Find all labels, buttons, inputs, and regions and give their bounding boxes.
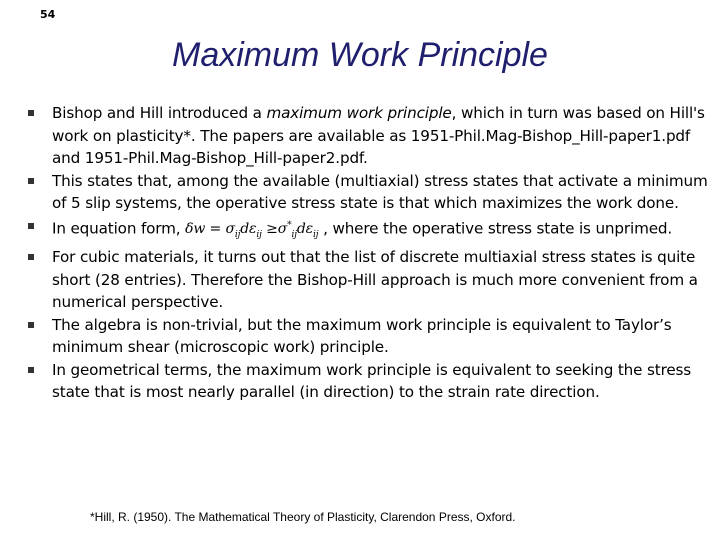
bullet-item <box>28 246 708 314</box>
square-bullet-icon <box>28 110 34 116</box>
square-bullet-icon <box>28 178 34 184</box>
bullet-text: In equation form, <box>52 219 186 238</box>
bullet-list <box>28 102 708 404</box>
bullet-item <box>28 314 708 359</box>
bullet-text: Bishop and Hill introduced a <box>52 104 267 122</box>
square-bullet-icon <box>28 254 34 260</box>
bullet-emphasis: maximum work principle <box>266 104 452 122</box>
footnote: *Hill, R. (1950). The Mathematical Theory of Plasticity, Clarendon Press, Oxford. <box>90 510 516 524</box>
bullet-text: This states that, among the available (multiaxial) stress states that activate a minimum of 5 slip systems, the operative stress state is that which maximizes the work done. <box>52 171 708 212</box>
bullet-text: The algebra is non-trivial, but the maximum work principle is equivalent to Taylor’s minimum shear (microscopic work) principle. <box>52 315 672 357</box>
bullet-item <box>28 102 708 170</box>
bullet-text: In geometrical terms, the maximum work principle is equivalent to seeking the stress state that is most nearly parallel (in direction) to the strain rate direction. <box>52 360 692 402</box>
bullet-item <box>28 215 708 247</box>
bullet-text: , where the operative stress state is unprimed. <box>318 219 673 238</box>
square-bullet-icon <box>28 223 34 229</box>
bullet-item <box>28 359 708 404</box>
bullet-item <box>28 170 708 215</box>
bullet-text: , which in turn was based on Hill's work on plasticity*. The papers are available as 1951-Phil.Mag-Bishop_Hill-paper1.pdf and 1951-Phil.Mag-Bishop_Hill-paper2.pdf. <box>52 104 705 167</box>
square-bullet-icon <box>28 367 34 373</box>
square-bullet-icon <box>28 322 34 328</box>
bullet-text: For cubic materials, it turns out that the list of discrete multiaxial stress states is quite short (28 entries). Therefore the Bishop-Hill approach is much more convenient from a numerical perspective. <box>52 248 698 312</box>
work-equation: $\delta w = \sigma_{ij}d\varepsilon_{ij} \ge\sigma^*_{ij}d\varepsilon_{ij}$ <box>185 220 319 240</box>
slide-title: Maximum Work Principle <box>172 36 548 74</box>
slide-number: 54 <box>40 8 56 21</box>
